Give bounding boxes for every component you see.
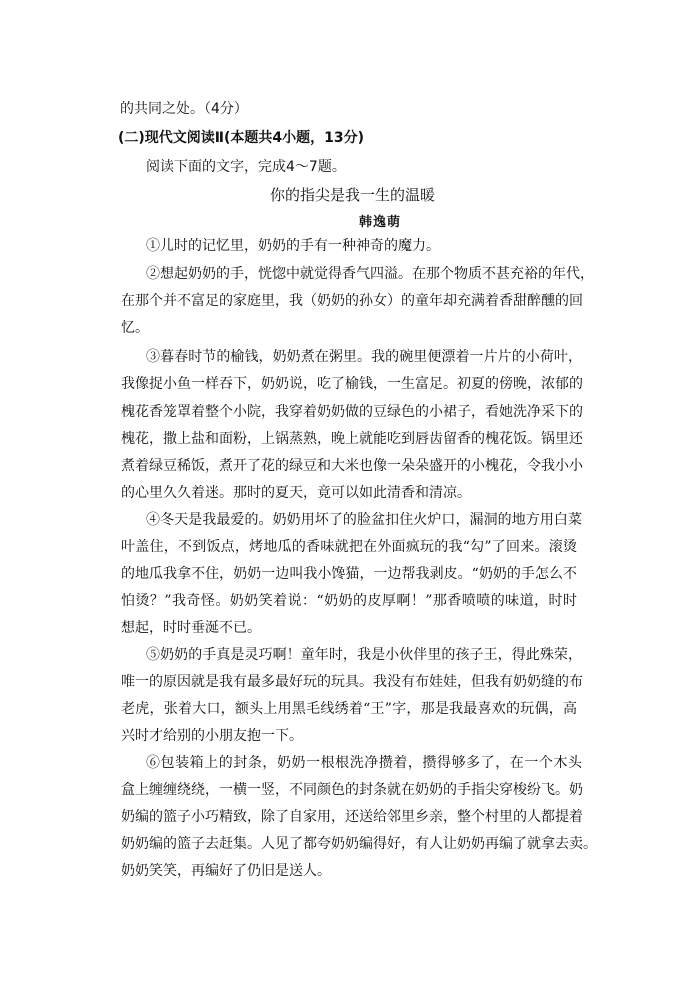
paragraph-2-line-2: 在那个并不富足的家庭里，我（奶奶的孙女）的童年却充满着香甜醉醺的回 [121,293,583,309]
paragraph-6-line-1: ⑥包装箱上的封条，奶奶一根根洗净攒着，攒得够多了，在一个木头 [146,755,582,771]
prev-question-tail: 的共同之处。（4分） [120,101,248,117]
paragraph-4-line-1: ④冬天是我最爱的。奶奶用坏了的脸盆扣住火炉口，漏洞的地方用白菜 [146,512,582,528]
paragraph-4-line-2: 叶盖住，不到饭点，烤地瓜的香味就把在外面疯玩的我“勾”了回来。滚烫 [121,539,577,555]
paragraph-3-line-6: 的心里久久着迷。那时的夏天，竟可以如此清香和清凉。 [121,485,471,501]
article-author: 韩逸萌 [359,215,402,230]
paragraph-6-line-3: 奶编的篮子小巧精致，除了自家用，还送给邻里乡亲，整个村里的人都提着 [121,809,583,825]
paragraph-4-line-5: 想起，时时垂涎不已。 [121,620,261,636]
paragraph-4-line-3: 的地瓜我拿不住，奶奶一边叫我小馋猫，一边帮我剥皮。“奶奶的手怎么不 [121,566,577,582]
paragraph-5-line-4: 兴时才给别的小朋友抱一下。 [121,728,303,744]
paragraph-5-line-1: ⑤奶奶的手真是灵巧啊！童年时，我是小伙伴里的孩子王，得此殊荣， [146,647,582,663]
paragraph-4-line-4: 怕烫？”我奇怪。奶奶笑着说：“奶奶的皮厚啊！”那香喷喷的味道，时时 [121,593,577,609]
paragraph-3-line-4: 槐花，撒上盐和面粉，上锅蒸熟，晚上就能吃到唇齿留香的槐花饭。锅里还 [121,431,583,447]
article-title: 你的指尖是我一生的温暖 [270,186,436,204]
paragraph-2-line-3: 忆。 [121,320,149,336]
paragraph-3-line-3: 槐花香笼罩着整个小院，我穿着奶奶做的豆绿色的小裙子，看她洗净采下的 [121,404,583,420]
paragraph-3-line-2: 我像捉小鱼一样吞下，奶奶说，吃了榆钱，一生富足。初夏的傍晚，浓郁的 [121,376,583,392]
paragraph-5-line-2: 唯一的原因就是我有最多最好玩的玩具。我没有布娃娃，但我有奶奶缝的布 [121,674,583,690]
paragraph-6-line-2: 盒上缠缠绕绕，一横一竖，不同颜色的封条就在奶奶的手指尖穿梭纷飞。奶 [121,782,583,798]
paragraph-5-line-3: 老虎，张着大口，额头上用黑毛线绣着“王”字，那是我最喜欢的玩偶，高 [121,701,577,717]
paragraph-6-line-4: 奶奶编的篮子去赶集。人见了都夸奶奶编得好，有人让奶奶再编了就拿去卖。 [121,836,597,852]
paragraph-1-line-1: ①儿时的记忆里，奶奶的手有一种神奇的魔力。 [146,238,440,254]
paragraph-3-line-5: 煮着绿豆稀饭，煮开了花的绿豆和大米也像一朵朵盛开的小槐花，令我小小 [121,458,583,474]
paragraph-6-line-5: 奶奶笑笑，再编好了仍旧是送人。 [121,863,331,879]
paragraph-3-line-1: ③暮春时节的榆钱，奶奶煮在粥里。我的碗里便漂着一片片的小荷叶， [146,349,582,365]
section-heading: (二)现代文阅读Ⅱ(本题共4小题，13分) [118,130,365,146]
paragraph-2-line-1: ②想起奶奶的手，恍惚中就觉得香气四溢。在那个物质不甚充裕的年代， [146,266,594,282]
reading-instruction: 阅读下面的文字，完成4～7题。 [146,159,346,175]
